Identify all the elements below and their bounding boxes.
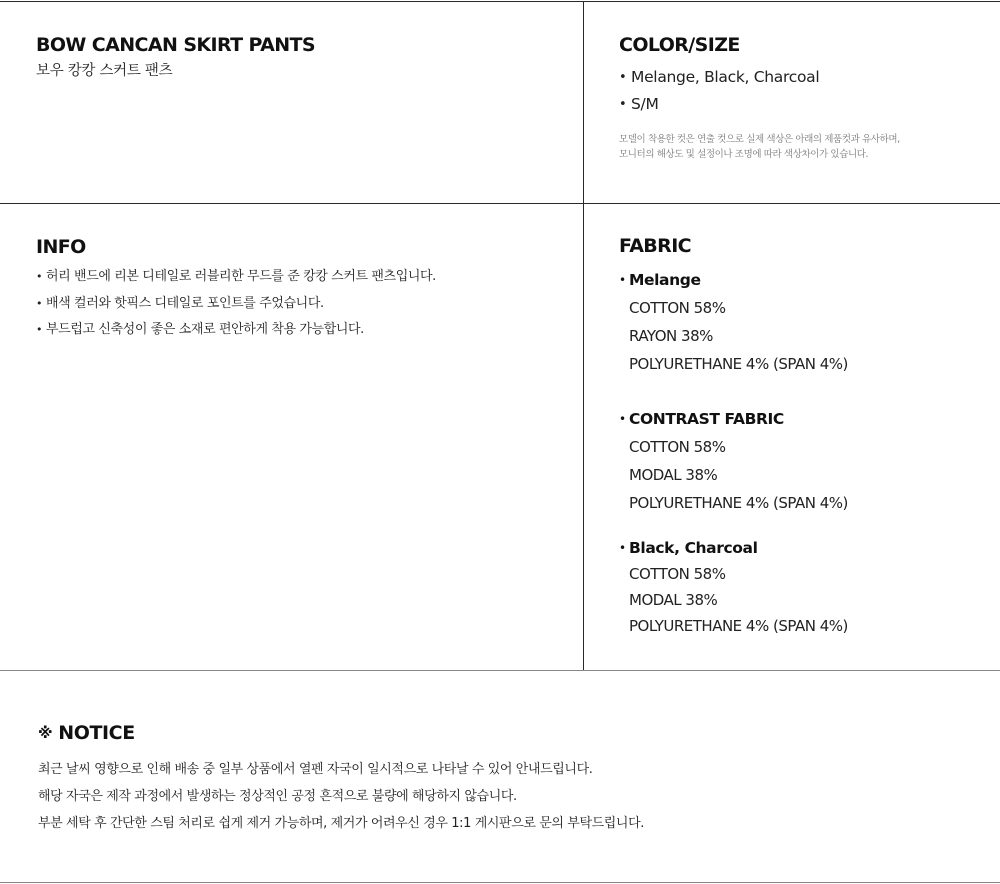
notice-list [38,756,978,837]
notice-block [38,722,978,837]
fabric-group-contrast [619,405,989,517]
notice-divider [0,670,1000,671]
product-title-block [36,34,566,80]
list-item: • 부드럽고 신축성이 좋은 소재로 편안하게 착용 가능합니다. [36,317,576,344]
top-border [0,1,1000,2]
fabric-group-black-charcoal [619,535,989,639]
fabric-line: COTTON 58% [629,565,726,583]
color-note-line: 모델이 착용한 컷은 연출 컷으로 실제 색상은 아래의 제품컷과 유사하며, [619,134,900,145]
color-size-block [619,34,989,162]
list-item: 부분 세탁 후 간단한 스팀 처리로 쉽게 제거 가능하며, 제거가 어려우신 경우 1:1 게시판으로 문의 부탁드립니다. [38,816,644,831]
list-item: • 배색 컬러와 핫픽스 디테일로 포인트를 주었습니다. [36,291,576,318]
product-title-en: BOW CANCAN SKIRT PANTS [36,34,315,56]
color-note [619,132,989,162]
color-size-title: COLOR/SIZE [619,34,740,56]
info-block [36,236,576,344]
fabric-line: MODAL 38% [629,591,718,609]
fabric-line: COTTON 58% [629,438,726,456]
fabric-line: COTTON 58% [629,299,726,317]
list-item: • 허리 밴드에 리본 디테일로 러블리한 무드를 준 캉캉 스커트 팬츠입니다. [36,264,576,291]
fabric-line: RAYON 38% [629,327,713,345]
row-divider [0,203,1000,204]
product-title-ko: 보우 캉캉 스커트 팬츠 [36,63,173,79]
fabric-block [619,235,989,639]
info-list [36,264,576,344]
notice-title: NOTICE [58,722,135,744]
bottom-border [0,882,1000,883]
color-size-list [619,64,989,118]
list-item: • S/M [619,91,989,118]
fabric-group-name: • Black, Charcoal [619,535,989,561]
list-item: • Melange, Black, Charcoal [619,64,989,91]
fabric-group-melange [619,266,989,378]
fabric-line: POLYURETHANE 4% (SPAN 4%) [629,494,848,512]
fabric-group-name: • Melange [619,266,989,294]
reference-mark-icon: ※ [38,724,53,742]
notice-heading [38,722,978,744]
fabric-title: FABRIC [619,235,692,257]
fabric-line: MODAL 38% [629,466,718,484]
list-item: 최근 날씨 영향으로 인해 배송 중 일부 상품에서 열펜 자국이 일시적으로 나타날 수 있어 안내드립니다. [38,762,593,777]
info-title: INFO [36,236,86,258]
fabric-line: POLYURETHANE 4% (SPAN 4%) [629,617,848,635]
fabric-line: POLYURETHANE 4% (SPAN 4%) [629,355,848,373]
fabric-group-name: • CONTRAST FABRIC [619,405,989,433]
column-divider [583,1,584,670]
color-note-line: 모니터의 해상도 및 설정이나 조명에 따라 색상차이가 있습니다. [619,149,869,160]
list-item: 해당 자국은 제작 과정에서 발생하는 정상적인 공정 흔적으로 불량에 해당하지 않습니다. [38,789,517,804]
